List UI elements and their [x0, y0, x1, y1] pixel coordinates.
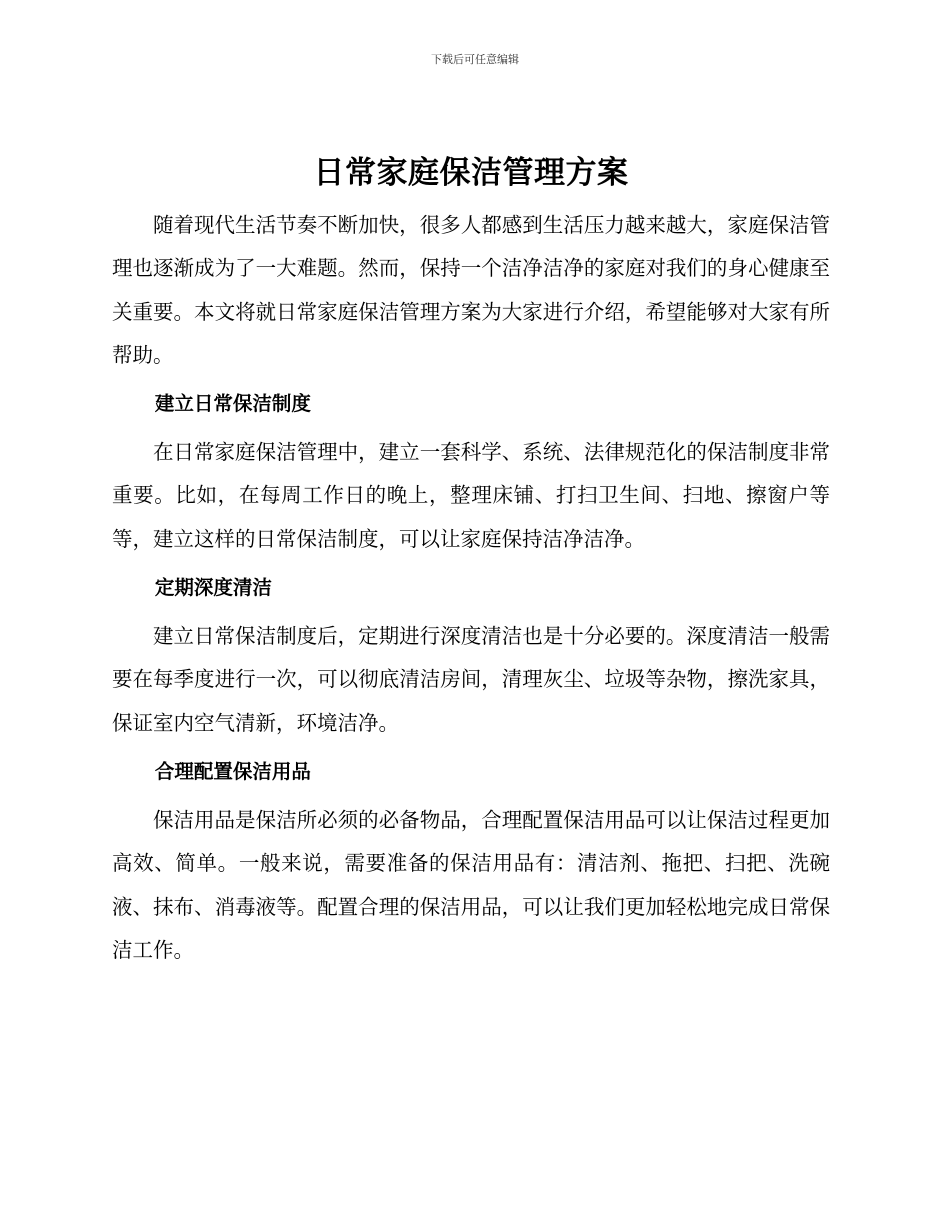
- document-body: [112, 148, 830, 972]
- section-paragraph-cleaning-supplies: 保洁用品是保洁所必须的必备物品，合理配置保洁用品可以让保洁过程更加高效、简单。一般来说，需要准备的保洁用品有：清洁剂、拖把、扫把、洗碗液、抹布、消毒液等。配置合理的保洁用品，可以让我们更加轻松地完成日常保洁工作。: [112, 807, 830, 962]
- header-note: 下载后可任意编辑: [431, 53, 519, 66]
- document-title: 日常家庭保洁管理方案: [313, 155, 629, 191]
- section-heading-cleaning-supplies: 合理配置保洁用品: [154, 759, 311, 783]
- intro-paragraph: 随着现代生活节奏不断加快，很多人都感到生活压力越来越大，家庭保洁管理也逐渐成为了一大难题。然而，保持一个洁净洁净的家庭对我们的身心健康至关重要。本文将就日常家庭保洁管理方案为大家进行介绍，希望能够对大家有所帮助。: [112, 213, 830, 367]
- section-heading-daily-system: 建立日常保洁制度: [154, 392, 311, 416]
- section-paragraph-deep-cleaning: 建立日常保洁制度后，定期进行深度清洁也是十分必要的。深度清洁一般需要在每季度进行一次，可以彻底清洁房间，清理灰尘、垃圾等杂物，擦洗家具，保证室内空气清新，环境洁净。: [112, 624, 830, 735]
- section-heading-deep-cleaning: 定期深度清洁: [154, 576, 272, 600]
- section-paragraph-daily-system: 在日常家庭保洁管理中，建立一套科学、系统、法律规范化的保洁制度非常重要。比如，在每周工作日的晚上，整理床铺、打扫卫生间、扫地、擦窗户等等，建立这样的日常保洁制度，可以让家庭保持洁净洁净。: [112, 440, 830, 551]
